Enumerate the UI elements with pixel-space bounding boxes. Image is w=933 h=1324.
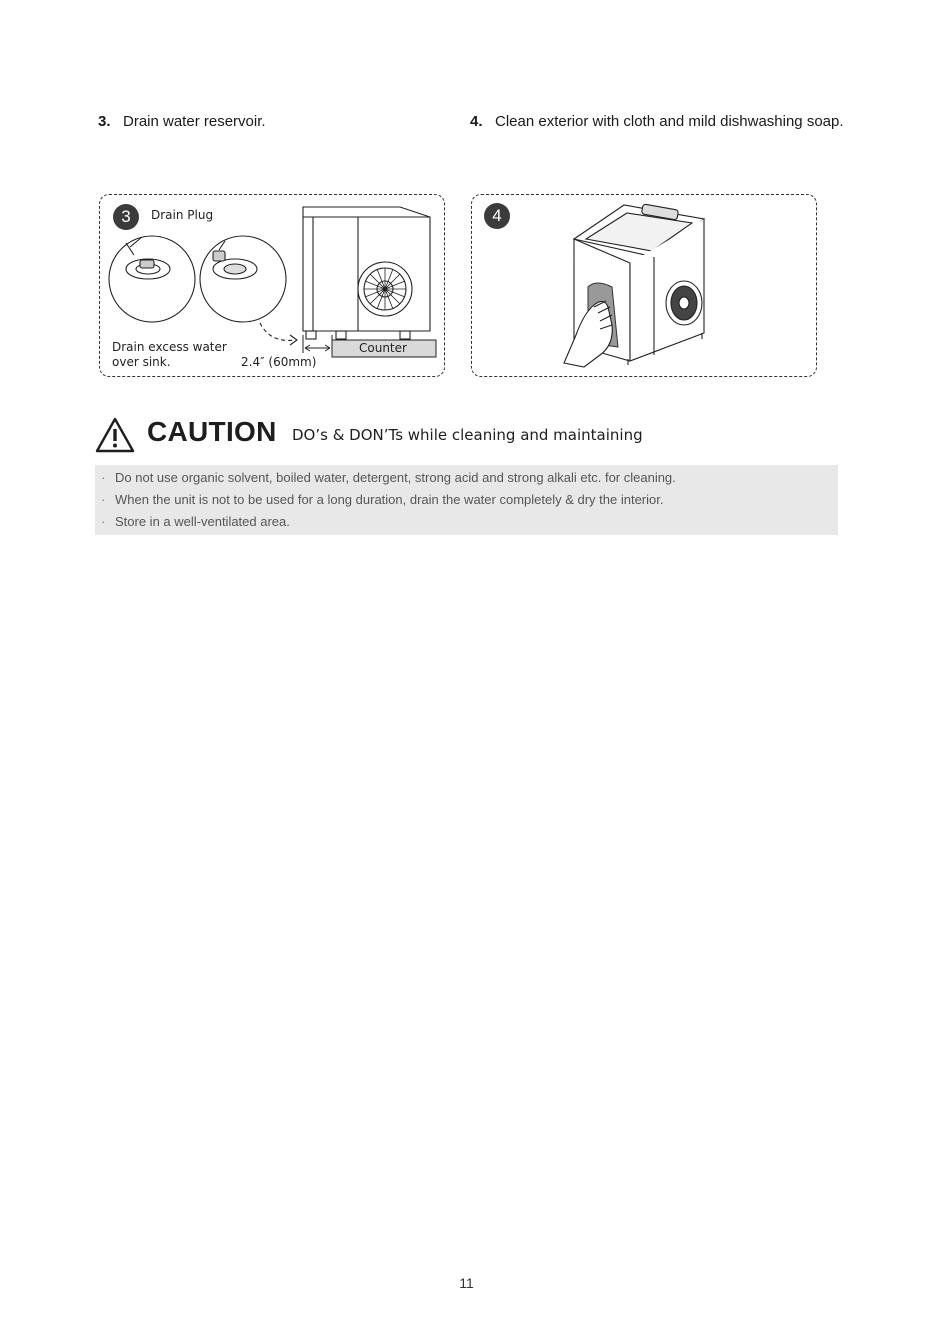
list-item (101, 470, 676, 485)
drain-instruction-line2: over sink. (112, 355, 171, 369)
bullet: · (101, 514, 106, 529)
caution-list (95, 465, 838, 535)
arrow-icon (260, 323, 295, 340)
drain-plug-closeup-left (109, 236, 195, 322)
list-item (101, 492, 663, 507)
list-item-text: Store in a well-ventilated area. (115, 514, 290, 529)
caution-title: CAUTION (147, 416, 277, 447)
hand-icon (564, 301, 612, 367)
step-text: Drain water reservoir. (123, 113, 266, 130)
list-item-text: When the unit is not to be used for a long duration, drain the water completely & dry the interior. (115, 492, 664, 507)
page-number: 11 (459, 1275, 474, 1291)
drain-illustration-panel (99, 194, 445, 377)
ice-maker-side-view (303, 207, 430, 339)
drain-plug-label: Drain Plug (151, 208, 214, 222)
cleaning-illustration-panel (471, 194, 817, 377)
warning-triangle-icon (95, 416, 135, 454)
caution-header (95, 416, 855, 456)
counter-label: Counter (359, 341, 407, 355)
bullet: · (101, 492, 106, 507)
measurement-label: 2.4″ (60mm) (241, 355, 317, 369)
step-badge: 3 (113, 204, 139, 230)
step-badge: 4 (484, 203, 510, 229)
drain-instruction-line1: Drain excess water (112, 340, 227, 354)
step-text: Clean exterior with cloth and mild dishwashing soap. (495, 113, 844, 130)
cleaning-illustration (472, 195, 818, 378)
list-item (101, 514, 290, 529)
dimension-marker (303, 335, 332, 353)
list-item-text: Do not use organic solvent, boiled water, detergent, strong acid and strong alkali etc. for cleaning. (115, 470, 676, 485)
drain-plug-closeup-right (200, 236, 286, 322)
bullet: · (101, 470, 106, 485)
step-number: 3. (98, 113, 111, 130)
step-number: 4. (470, 113, 483, 130)
caution-subtitle: DO’s & DON’Ts while cleaning and maintaining (292, 426, 643, 444)
